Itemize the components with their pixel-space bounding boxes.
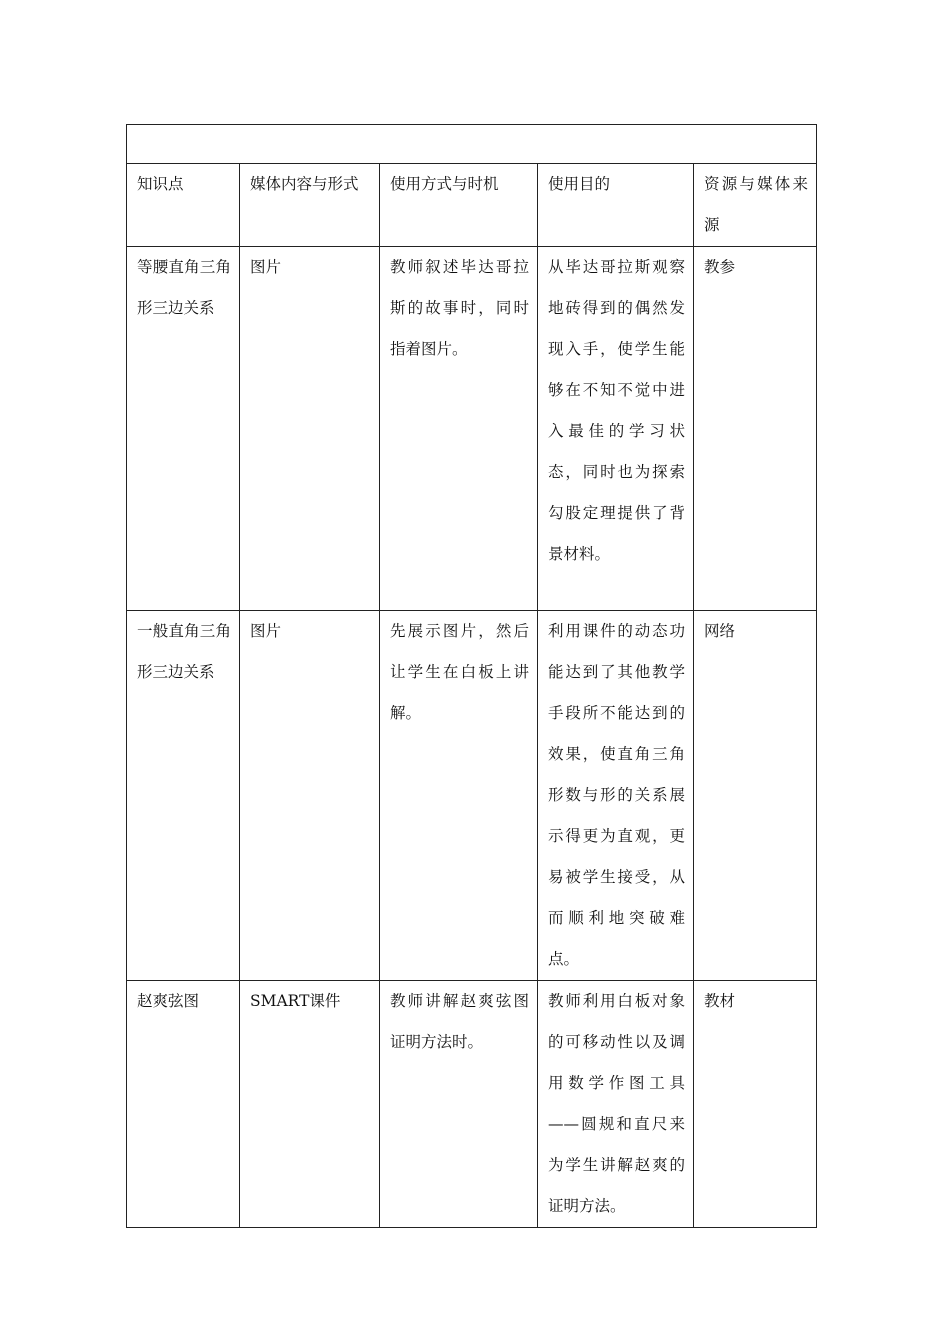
cell-purpose: 利用课件的动态功能达到了其他教学手段所不能达到的效果，使直角三角形数与形的关系展示得更为直观，更易被学生接受，从而顺利地突破难点。 <box>538 611 694 981</box>
cell-usage: 先展示图片，然后让学生在白板上讲解。 <box>380 611 538 981</box>
table-title-cell <box>127 125 817 164</box>
cell-knowledge: 一般直角三角形三边关系 <box>127 611 240 981</box>
header-media: 媒体内容与形式 <box>240 164 380 247</box>
cell-knowledge: 赵爽弦图 <box>127 981 240 1228</box>
cell-media: 图片 <box>240 247 380 611</box>
cell-source: 教参 <box>694 247 817 611</box>
media-usage-table <box>126 124 817 1228</box>
table-row <box>127 981 817 1228</box>
cell-purpose: 从毕达哥拉斯观察地砖得到的偶然发现入手，使学生能够在不知不觉中进入最佳的学习状态，同时也为探索勾股定理提供了背景材料。 <box>538 247 694 611</box>
table-header-row <box>127 164 817 247</box>
header-usage: 使用方式与时机 <box>380 164 538 247</box>
cell-media: SMART课件 <box>240 981 380 1228</box>
header-purpose: 使用目的 <box>538 164 694 247</box>
table-row <box>127 247 817 611</box>
table-row <box>127 611 817 981</box>
table-title-row <box>127 125 817 164</box>
header-knowledge: 知识点 <box>127 164 240 247</box>
cell-source: 网络 <box>694 611 817 981</box>
cell-purpose: 教师利用白板对象的可移动性以及调用数学作图工具——圆规和直尺来为学生讲解赵爽的证明方法。 <box>538 981 694 1228</box>
cell-knowledge: 等腰直角三角形三边关系 <box>127 247 240 611</box>
cell-media: 图片 <box>240 611 380 981</box>
cell-usage: 教师讲解赵爽弦图证明方法时。 <box>380 981 538 1228</box>
cell-usage: 教师叙述毕达哥拉斯的故事时，同时指着图片。 <box>380 247 538 611</box>
header-source: 资源与媒体来源 <box>694 164 817 247</box>
cell-source: 教材 <box>694 981 817 1228</box>
